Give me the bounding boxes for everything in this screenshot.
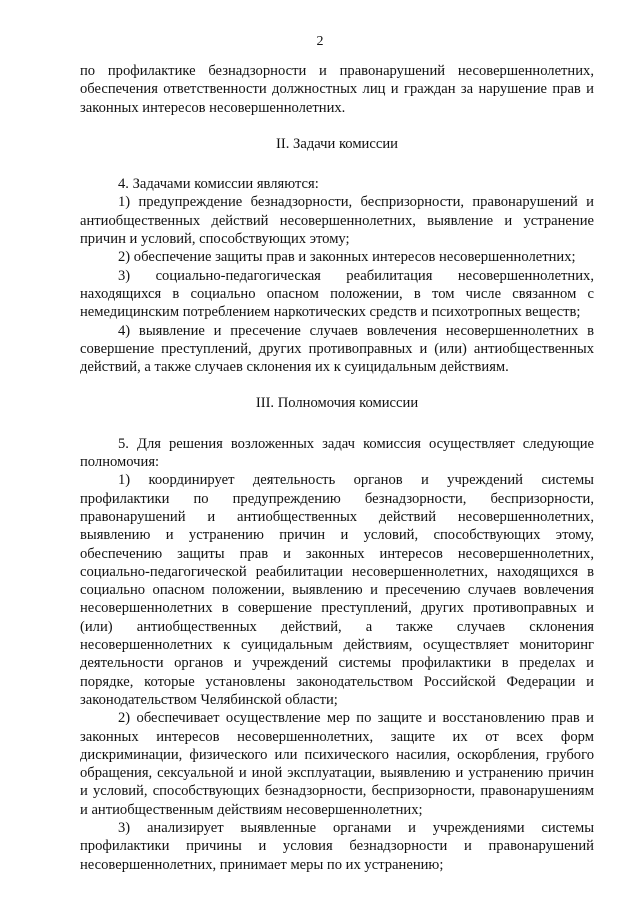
section-3-title: III. Полномочия комиссии [255, 395, 419, 412]
section-2-paragraph: 3) социально-педагогическая реабилитация несовершеннолетних, находящихся в социально опасном положении, в том числе связанном с немедицинским потреблением наркотических средств и психотропных веществ; [80, 267, 594, 321]
section-2-paragraph: 2) обеспечение защиты прав и законных интересов несовершеннолетних; [118, 249, 576, 266]
section-3-paragraph: 3) анализирует выявленные органами и учреждениями системы профилактики причины и условия безнадзорности и правонарушений несовершеннолетних, принимает меры по их устранению; [80, 819, 594, 873]
intro-paragraph: по профилактике безнадзорности и правонарушений несовершеннолетних, обеспечения ответственности должностных лиц и граждан за нарушение прав и законных интересов несовершеннолетних. [80, 63, 594, 116]
section-3-paragraph: 1) координирует деятельность органов и учреждений системы профилактики по предупреждению безнадзорности, беспризорности, правонарушений и антиобщественных действий несовершеннолетних, выявлению и устранению причин и условий, способствующих этому, обеспечению защиты прав и законных интересов несовершеннолетних, социально-педагогической реабилитации несовершеннолетних, находящихся в социально опасном положении, выявлению и пресечению случаев вовлечения несовершеннолетних в совершение преступлений, других противоправных и (или) антиобщественных действий, а также случаев склонения несовершеннолетних к суицидальным действиям, осуществляет мониторинг деятельности органов и учреждений системы профилактики в пределах и порядке, которые установлены законодательством Российской Федерации и законодательством Челябинской области; [80, 472, 594, 708]
section-2-paragraph: 4) выявление и пресечение случаев вовлечения несовершеннолетних в совершение преступлений, других противоправных и (или) антиобщественных действий, а также случаев склонения их к суицидальным действиям. [80, 322, 594, 376]
section-3-paragraph: 2) обеспечивает осуществление мер по защите и восстановлению прав и законных интересов несовершеннолетних, защите их от всех форм дискриминации, физического или психического насилия, оскорбления, грубого обращения, сексуальной и иной эксплуатации, выявлению и устранению причин и условий, способствующих безнадзорности, беспризорности, правонарушениям и антиобщественным действиям несовершеннолетних; [80, 710, 594, 818]
document-body [80, 62, 594, 874]
section-2-paragraph: 1) предупреждение безнадзорности, беспризорности, правонарушений и антиобщественных действий несовершеннолетних, выявление и устранение причин и условий, способствующих этому; [80, 194, 594, 248]
section-2-title: II. Задачи комиссии [276, 135, 398, 152]
section-2-paragraph: 4. Задачами комиссии являются: [118, 176, 319, 193]
section-3-paragraph: 5. Для решения возложенных задач комиссия осуществляет следующие полномочия: [80, 435, 594, 471]
page-number: 2 [316, 34, 324, 49]
